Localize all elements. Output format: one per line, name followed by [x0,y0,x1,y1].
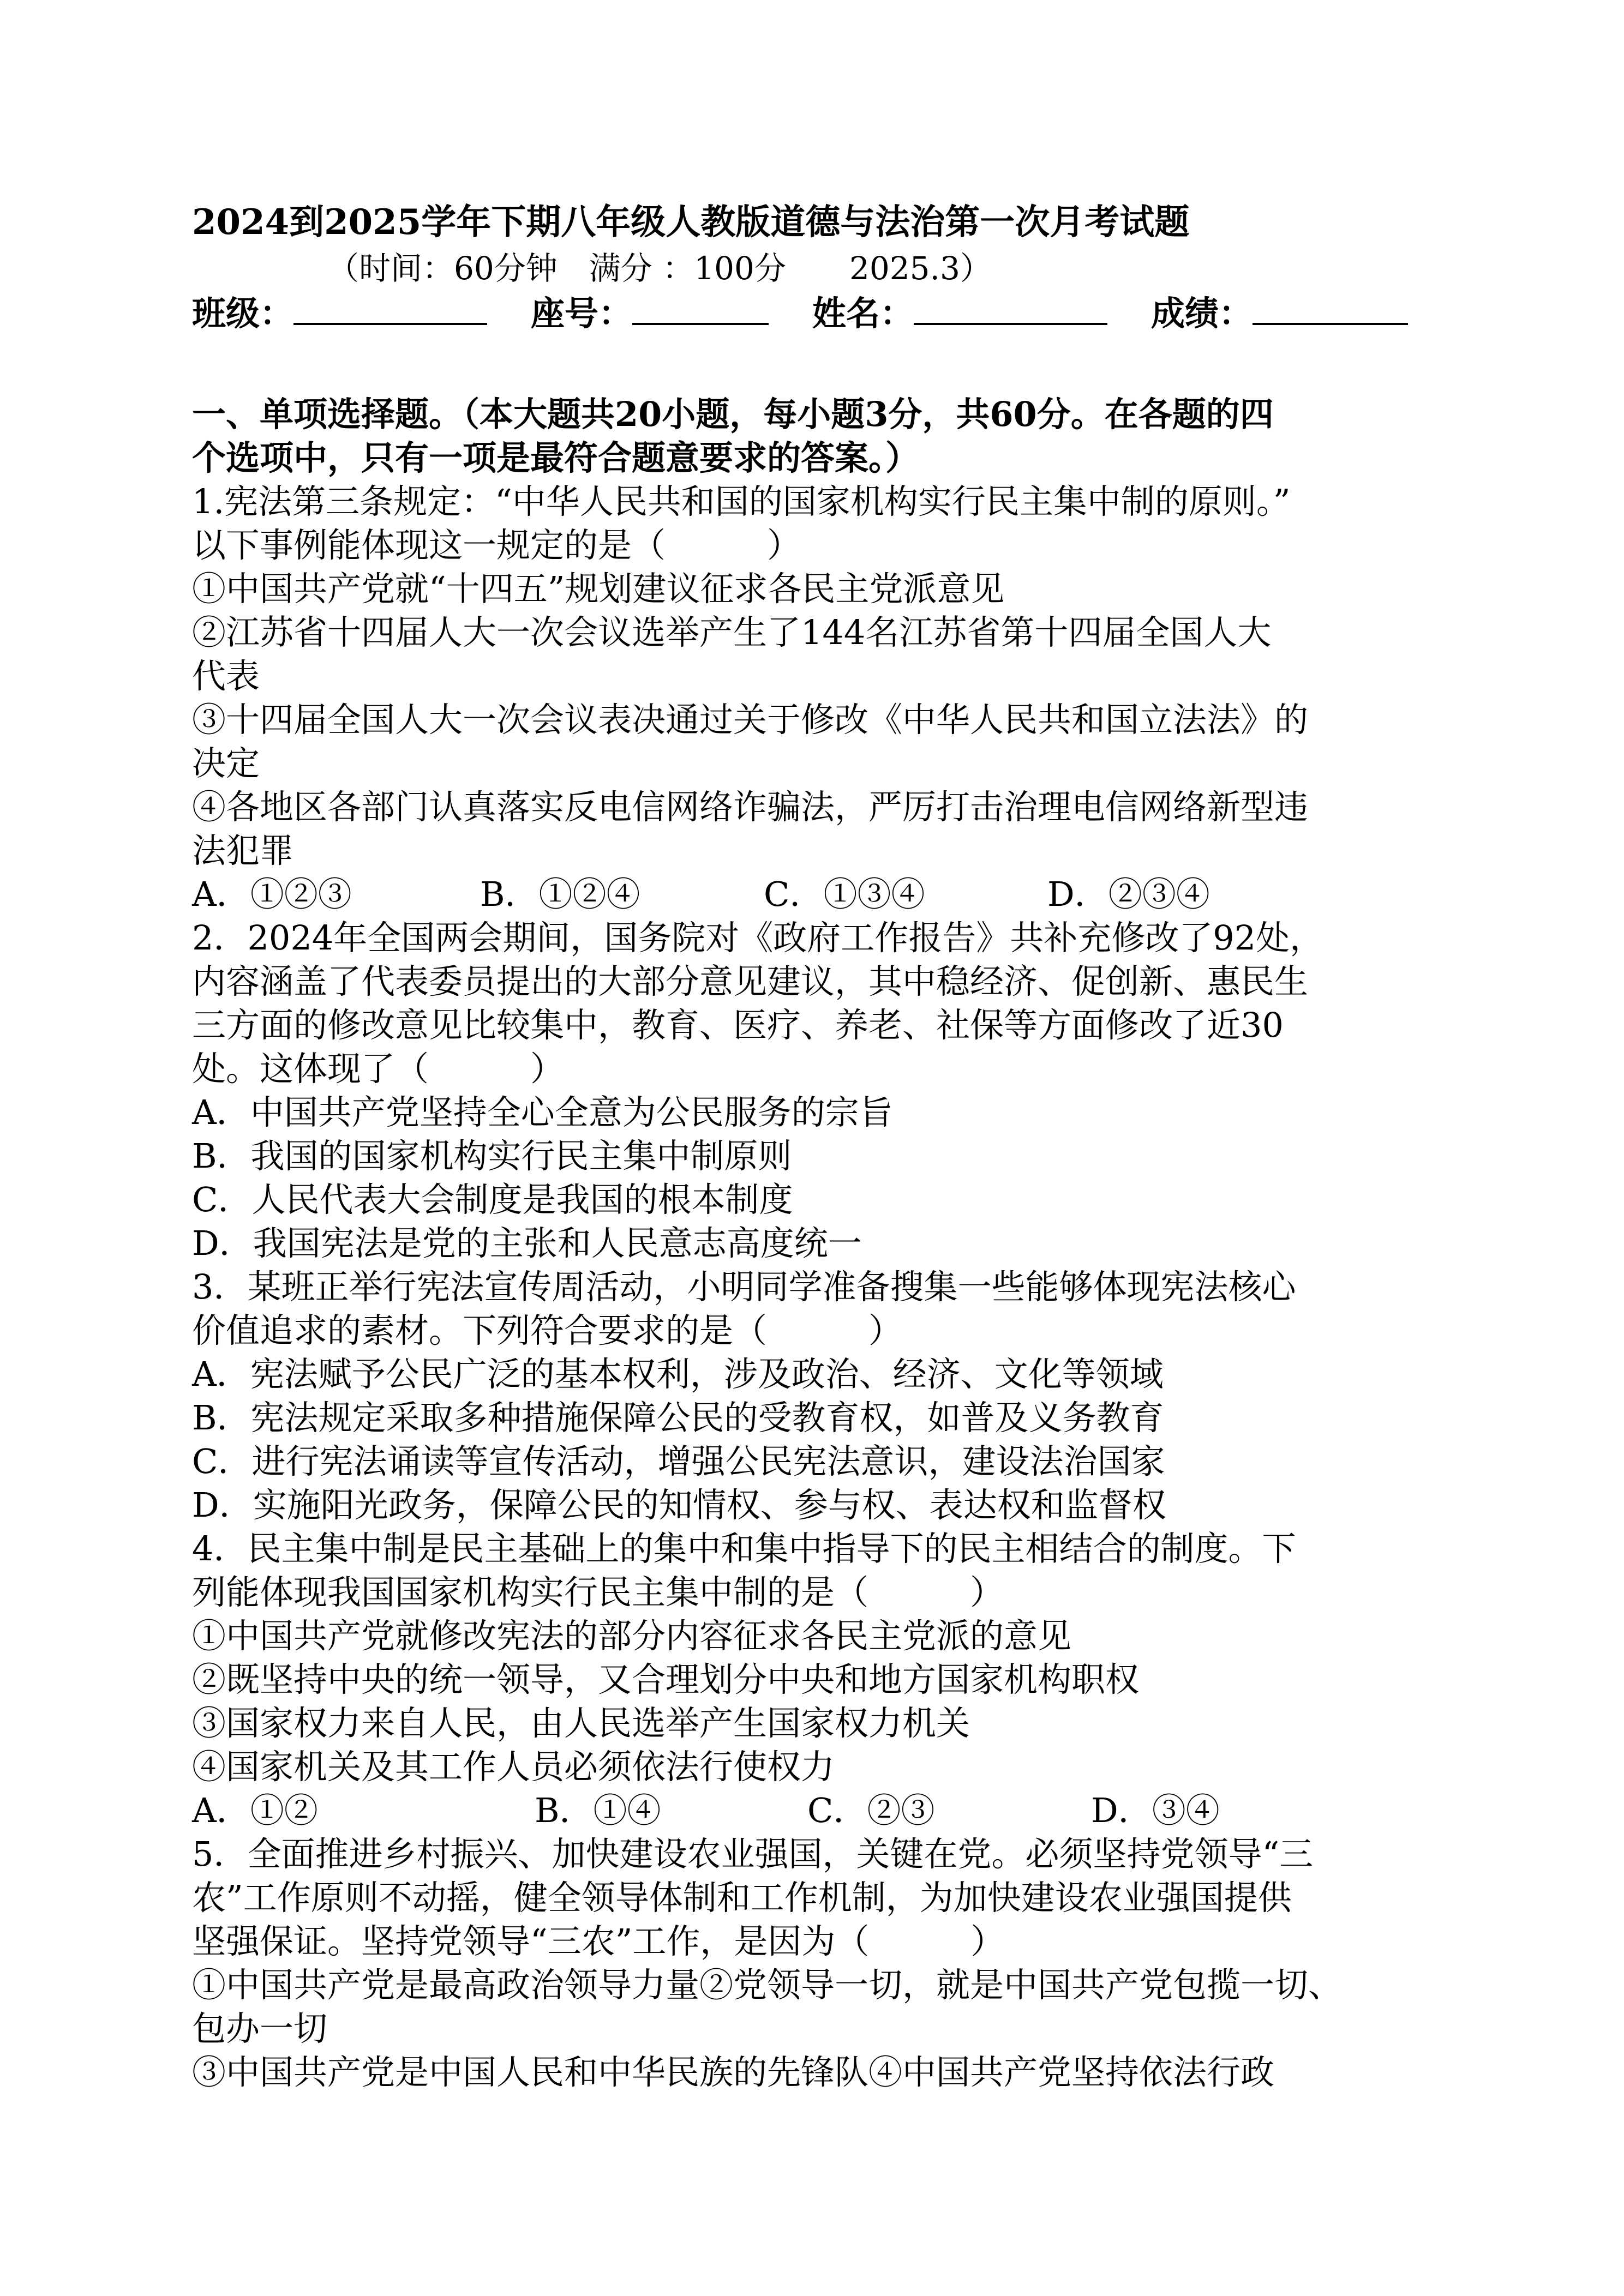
q4-option-d[interactable]: D．③④ [1091,1790,1220,1830]
q4-statement-4: ④国家机关及其工作人员必须依法行使权力 [192,1747,835,1787]
seat-label: 座号： [531,293,633,333]
q1-option-b[interactable]: B．①②④ [480,874,640,914]
q5-statements-3-4: ③中国共产党是中国人民和中华民族的先锋队④中国共产党坚持依法行政 [192,2052,1275,2092]
q2-stem: 2．2024年全国两会期间，国务院对《政府工作报告》共补充修改了92处， [192,918,1324,958]
q3-option-c[interactable]: C．进行宪法诵读等宣传活动，增强公民宪法意识，建设法治国家 [192,1441,1165,1481]
exam-subtitle: （时间：60分钟 满分 ：100分 2025.3） [327,250,992,287]
class-blank[interactable] [293,292,487,325]
q4-option-c[interactable]: C．②③ [807,1790,935,1830]
q1-option-c[interactable]: C．①③④ [764,874,925,914]
q3-stem: 3．某班正举行宪法宣传周活动，小明同学准备搜集一些能够体现宪法核心 [192,1267,1296,1307]
q4-statement-1: ①中国共产党就修改宪法的部分内容征求各民主党派的意见 [192,1616,1072,1656]
seat-blank[interactable] [632,292,769,325]
score-blank[interactable] [1253,292,1408,325]
score-label: 成绩： [1151,293,1253,333]
class-label: 班级： [192,293,294,333]
q5-stem: 5．全面推进乡村振兴、加快建设农业强国，关键在党。必须坚持党领导“三 [192,1834,1314,1874]
q4-stem: 4．民主集中制是民主基础上的集中和集中指导下的民主相结合的制度。下 [192,1529,1296,1568]
q2-stem-cont-2: 三方面的修改意见比较集中，教育、医疗、养老、社保等方面修改了近30 [192,1005,1284,1045]
q2-stem-cont-3: 处。这体现了（ ） [192,1049,565,1089]
student-info-row [192,292,1408,335]
q5-statements-1-2: ①中国共产党是最高政治领导力量②党领导一切，就是中国共产党包揽一切、 [192,1965,1343,2005]
q4-statement-3: ③国家权力来自人民，由人民选举产生国家权力机关 [192,1703,970,1743]
q1-statement-2: ②江苏省十四届人大一次会议选举产生了144名江苏省第十四届全国人大 [192,612,1272,652]
q1-statement-3-cont: 决定 [192,743,260,783]
section-heading-cont: 个选项中，只有一项是最符合题意要求的答案。） [192,438,920,478]
q2-option-a[interactable]: A．中国共产党坚持全心全意为公民服务的宗旨 [192,1092,893,1132]
q4-statement-2: ②既坚持中央的统一领导，又合理划分中央和地方国家机构职权 [192,1660,1140,1699]
q3-option-d[interactable]: D．实施阳光政务，保障公民的知情权、参与权、表达权和监督权 [192,1485,1166,1525]
q2-option-d[interactable]: D．我国宪法是党的主张和人民意志高度统一 [192,1223,862,1263]
q4-stem-cont: 列能体现我国国家机构实行民主集中制的是（ ） [192,1572,1004,1612]
q1-stem-cont: 以下事例能体现这一规定的是（ ） [192,525,801,565]
q3-option-b[interactable]: B．宪法规定采取多种措施保障公民的受教育权，如普及义务教育 [192,1398,1164,1438]
exam-title: 2024到2025学年下期八年级人教版道德与法治第一次月考试题 [192,202,1190,243]
section-heading: 一、单项选择题。（本大题共20小题，每小题3分，共60分。在各题的四 [192,394,1274,434]
q4-option-a[interactable]: A．①② [192,1790,318,1830]
q1-statement-3: ③十四届全国人大一次会议表决通过关于修改《中华人民共和国立法法》的 [192,700,1309,740]
q2-stem-cont-1: 内容涵盖了代表委员提出的大部分意见建议，其中稳经济、促创新、惠民生 [192,961,1309,1001]
q3-option-a[interactable]: A．宪法赋予公民广泛的基本权利，涉及政治、经济、文化等领域 [192,1354,1164,1394]
q2-option-c[interactable]: C．人民代表大会制度是我国的根本制度 [192,1180,793,1219]
q3-stem-cont: 价值追求的素材。下列符合要求的是（ ） [192,1311,903,1350]
q1-option-a[interactable]: A．①②③ [192,874,352,914]
q1-statement-4: ④各地区各部门认真落实反电信网络诈骗法，严厉打击治理电信网络新型违 [192,787,1309,827]
q1-statement-2-cont: 代表 [192,656,260,696]
name-blank[interactable] [914,292,1107,325]
q5-stem-cont-1: 农”工作原则不动摇，健全领导体制和工作机制，为加快建设农业强国提供 [192,1878,1292,1918]
q1-option-d[interactable]: D．②③④ [1047,874,1210,914]
q1-statement-4-cont: 法犯罪 [192,831,294,870]
q4-option-b[interactable]: B．①④ [535,1790,661,1830]
q1-stem: 1.宪法第三条规定：“中华人民共和国的国家机构实行民主集中制的原则。” [192,482,1291,521]
q5-stem-cont-2: 坚强保证。坚持党领导“三农”工作，是因为（ ） [192,1921,1005,1961]
q5-statements-1-2-cont: 包办一切 [192,2009,328,2048]
name-label: 姓名： [812,293,914,333]
q2-option-b[interactable]: B．我国的国家机构实行民主集中制原则 [192,1136,792,1176]
q1-statement-1: ①中国共产党就“十四五”规划建议征求各民主党派意见 [192,569,1005,609]
